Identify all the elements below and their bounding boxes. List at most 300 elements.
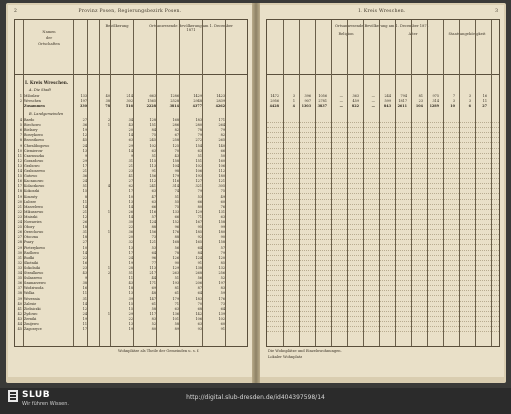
table-row <box>15 317 247 321</box>
row-cell: 286 <box>172 123 179 128</box>
row-cell: 121 <box>218 179 225 184</box>
row-cell: 4262 <box>215 104 225 109</box>
table-row <box>15 230 247 234</box>
viewer-footer-bar <box>0 388 511 414</box>
row-cell: 23 <box>418 99 423 104</box>
row-cell: 99 <box>220 225 225 230</box>
row-number: 9 <box>19 143 22 148</box>
row-cell: 3 <box>468 94 471 98</box>
row-cell: 23 <box>128 169 133 173</box>
row-cell: 112 <box>149 179 156 184</box>
row-cell: 13 <box>128 322 133 326</box>
row-number: 36 <box>17 281 22 286</box>
row-cell: 62 <box>128 184 133 189</box>
row-name: Bielawy <box>24 128 38 133</box>
table-row <box>15 154 247 158</box>
row-cell: 39 <box>128 296 133 301</box>
row-cell: 51 <box>128 271 133 275</box>
row-cell: 185 <box>195 230 202 235</box>
row-cell: 80 <box>151 327 156 332</box>
row-number: 4 <box>19 118 22 122</box>
row-name: Zagorzyce <box>24 327 42 332</box>
row-cell: 22 <box>128 225 133 230</box>
row-name: Skotniki <box>24 260 39 265</box>
row-cell: 2956 <box>270 99 279 104</box>
row-cell: 45 <box>82 138 87 143</box>
row-cell: 21 <box>128 163 133 168</box>
row-cell: 76 <box>220 204 225 209</box>
row-cell: 12 <box>82 133 87 138</box>
table-row <box>15 271 247 275</box>
row-cell: 20 <box>128 235 133 240</box>
table-row <box>15 184 247 188</box>
row-cell: 70 <box>174 148 179 153</box>
row-cell: 57 <box>151 214 156 219</box>
row-cell: 24 <box>128 255 133 260</box>
table-row <box>267 99 499 103</box>
row-name: Lubrze <box>24 199 37 204</box>
row-number: 33 <box>17 265 22 270</box>
table-row <box>15 256 247 260</box>
row-cell: 56 <box>174 245 179 250</box>
row-cell: 11 <box>482 99 487 104</box>
row-cell: 12 <box>82 214 87 219</box>
row-cell: 106 <box>195 316 202 321</box>
row-name: Wolka <box>24 291 35 296</box>
table-row <box>15 322 247 326</box>
row-cell: 171 <box>218 118 225 122</box>
row-cell: 63 <box>151 189 156 194</box>
row-cell: 63 <box>174 306 179 311</box>
row-cell: 1423 <box>216 94 225 98</box>
row-cell: 113 <box>149 265 156 270</box>
row-cell: 3 <box>292 94 295 98</box>
row-cell: 14 <box>128 133 133 138</box>
row-cell: 3 <box>452 99 455 104</box>
table-row <box>15 94 247 98</box>
row-cell: 91 <box>220 327 225 332</box>
row-number: 21 <box>17 204 22 209</box>
row-cell: 26 <box>128 209 133 214</box>
row-cell: 51 <box>174 276 179 281</box>
row-cell: 268 <box>195 271 202 275</box>
row-name: Zmijewo <box>24 322 39 326</box>
row-cell: 64 <box>197 291 202 296</box>
row-number: 6 <box>19 128 22 133</box>
row-number: 34 <box>17 271 22 275</box>
row-cell: 51 <box>151 153 156 158</box>
row-cell: 27 <box>482 104 487 109</box>
row-cell: 263 <box>172 271 179 275</box>
row-cell: 79 <box>197 133 202 138</box>
name-col-header-3: Ortschaften <box>38 42 60 46</box>
row-cell: 3 <box>468 99 471 104</box>
table-row <box>15 302 247 306</box>
row-cell: 73 <box>220 301 225 306</box>
row-cell: 88 <box>174 235 179 240</box>
row-cell: 24 <box>82 179 87 184</box>
row-cell: 193 <box>172 281 179 286</box>
row-cell: 77 <box>151 260 156 265</box>
row-cell: 1472 <box>270 94 279 98</box>
row-cell: 2 <box>107 271 110 275</box>
row-cell: 136 <box>172 311 179 316</box>
row-cell: 58 <box>174 322 179 326</box>
row-number: 14 <box>17 169 22 173</box>
row-number: 38 <box>17 291 22 296</box>
row-cell: 82 <box>220 133 225 138</box>
row-cell: 29 <box>128 311 133 316</box>
row-cell: 158 <box>218 240 225 245</box>
row-number: 16 <box>17 179 22 184</box>
row-cell: 1 <box>107 265 110 270</box>
row-number: 45 <box>17 327 22 332</box>
row-cell: 71 <box>197 214 202 219</box>
row-cell: 168 <box>172 240 179 245</box>
row-cell: 217 <box>149 271 156 275</box>
row-cell: 14 <box>128 204 133 209</box>
row-cell: 75 <box>151 133 156 138</box>
row-cell: 13 <box>82 148 87 153</box>
row-cell: 79 <box>197 189 202 194</box>
section-title: I. Kreis Wreschen. <box>25 80 69 85</box>
table-row <box>15 240 247 244</box>
row-cell: 2228 <box>146 104 156 109</box>
row-cell: 13 <box>128 291 133 296</box>
left-page-number: 2 <box>14 9 17 14</box>
row-cell: 3814 <box>169 104 179 109</box>
row-cell: 128 <box>149 118 156 122</box>
row-cell: 59 <box>220 291 225 296</box>
row-cell: 53 <box>197 194 202 199</box>
row-cell: 1 <box>107 230 110 235</box>
row-cell: 154 <box>195 143 202 148</box>
row-cell: 599 <box>384 99 391 104</box>
row-cell: 158 <box>172 158 179 163</box>
row-cell: 61 <box>151 301 156 306</box>
row-cell: 40 <box>105 94 110 98</box>
row-cell: 330 <box>79 104 87 109</box>
row-cell: 79 <box>220 128 225 133</box>
row-cell: 68 <box>197 306 202 311</box>
right-table-head <box>267 20 499 75</box>
row-cell: — <box>339 94 343 98</box>
row-cell: 29 <box>128 143 133 148</box>
row-name: Kolaczkowo <box>24 184 45 189</box>
row-cell: 152 <box>172 220 179 224</box>
left-table <box>14 19 248 347</box>
table-row <box>15 123 247 127</box>
row-cell: 2528 <box>170 99 179 104</box>
row-cell: 4 <box>292 104 295 109</box>
row-number: 32 <box>17 260 22 265</box>
row-cell: 27 <box>82 118 87 122</box>
row-cell: 1286 <box>170 94 179 98</box>
row-cell: 245 <box>149 138 156 143</box>
row-number: 12 <box>17 158 22 163</box>
row-cell: 31 <box>128 158 133 163</box>
row-cell: 102 <box>195 163 202 168</box>
row-number: 25 <box>17 225 22 230</box>
row-number: 42 <box>17 311 22 316</box>
row-cell: 1303 <box>301 104 311 109</box>
row-cell: 139 <box>218 311 225 316</box>
row-cell: 12 <box>82 306 87 311</box>
row-cell: 51 <box>82 184 87 189</box>
row-cell: 28 <box>128 265 133 270</box>
row-cell: 1 <box>292 99 295 104</box>
table-row <box>15 312 247 316</box>
row-cell: 129 <box>195 209 202 214</box>
row-cell: 17 <box>128 250 133 255</box>
row-cell: 47 <box>151 194 156 199</box>
table-row <box>15 169 247 173</box>
left-running-head: Provinz Posen, Regierungsbezirk Posen. <box>78 9 182 14</box>
table-row <box>15 276 247 280</box>
table-row <box>267 327 499 332</box>
row-number: 35 <box>17 276 22 281</box>
row-cell: 19 <box>128 327 133 332</box>
row-cell: 138 <box>195 265 202 270</box>
row-name: Wodziwoda <box>24 286 44 291</box>
row-cell: 52 <box>151 322 156 326</box>
row-cell: 66 <box>197 199 202 204</box>
row-name: Brzostkowo <box>24 138 45 143</box>
row-cell: 66 <box>220 148 225 153</box>
row-number: 43 <box>17 316 22 321</box>
row-cell: 21 <box>82 169 87 173</box>
table-row <box>15 281 247 285</box>
row-cell: 180 <box>218 230 225 235</box>
row-cell: 66 <box>174 214 179 219</box>
row-cell: 7 <box>452 94 455 98</box>
row-number: 24 <box>17 220 22 224</box>
row-cell: 126 <box>172 255 179 260</box>
row-cell: 96 <box>151 255 156 260</box>
row-cell: 60 <box>220 322 225 326</box>
row-cell: 265 <box>218 138 225 143</box>
row-cell: 794 <box>400 94 407 98</box>
row-cell: 70 <box>197 301 202 306</box>
row-cell: 4 <box>107 184 110 189</box>
row-cell: 58 <box>151 306 156 311</box>
left-table-head <box>15 20 247 75</box>
table-row <box>15 235 247 239</box>
row-cell: 17 <box>128 189 133 194</box>
row-cell: 81 <box>174 286 179 291</box>
row-cell: 167 <box>195 220 202 224</box>
row-cell: 18 <box>128 286 133 291</box>
row-cell: 64 <box>220 306 225 311</box>
row-name: Wrzesnia <box>24 296 40 301</box>
row-cell: 18 <box>82 235 87 240</box>
open-book <box>6 3 506 383</box>
row-cell: 92 <box>197 235 202 240</box>
row-cell: 131 <box>218 209 225 214</box>
row-cell: 75 <box>174 204 179 209</box>
slub-slogan: Wir führen Wissen. <box>22 401 70 407</box>
row-name: Pietrzykowo <box>24 245 46 250</box>
row-cell: 129 <box>172 265 179 270</box>
row-cell: 14 <box>128 214 133 219</box>
row-cell: 11 <box>82 291 87 296</box>
row-cell: 158 <box>218 220 225 224</box>
row-cell: — <box>371 94 375 98</box>
row-cell: 96 <box>174 225 179 230</box>
row-cell: 38 <box>82 281 87 286</box>
right-group-header-1: Ortsanwesende Bevölkerung am 1. December 1871 <box>335 24 429 28</box>
row-cell: 1056 <box>318 94 327 98</box>
row-cell: 18 <box>82 225 87 230</box>
row-cell: 171 <box>149 281 156 286</box>
row-cell: 60 <box>220 199 225 204</box>
row-cell: 30 <box>128 220 133 224</box>
row-cell: 15 <box>128 301 133 306</box>
table-row <box>15 179 247 183</box>
row-cell: 151 <box>149 123 156 128</box>
row-cell: 13 <box>128 245 133 250</box>
row-name: Nowawies <box>24 220 42 224</box>
row-cell: 78 <box>174 250 179 255</box>
table-row <box>15 99 247 103</box>
book-gutter <box>252 3 260 383</box>
row-name: Koszuty <box>24 194 38 199</box>
row-name: Radlowo <box>24 250 39 255</box>
row-cell: 67 <box>174 133 179 138</box>
row-cell: 2839 <box>216 99 225 104</box>
row-cell: 179 <box>172 174 179 179</box>
row-cell: 197 <box>218 281 225 286</box>
row-cell: 50 <box>220 153 225 158</box>
row-cell: 151 <box>195 158 202 163</box>
row-cell: 302 <box>126 99 133 104</box>
row-number: 2 <box>19 99 22 104</box>
row-cell: 4377 <box>192 104 202 109</box>
row-cell: 11 <box>128 276 133 281</box>
slub-logo-text: SLUB <box>22 390 51 400</box>
row-cell: 907 <box>304 99 311 104</box>
row-cell: 16 <box>82 286 87 291</box>
row-cell: 17 <box>82 327 87 332</box>
table-row <box>15 195 247 199</box>
row-number: 8 <box>19 138 22 143</box>
row-cell: 124 <box>195 255 202 260</box>
row-name: Mniszki <box>24 214 38 219</box>
row-cell: 78 <box>197 128 202 133</box>
right-page <box>260 5 504 377</box>
row-cell: 176 <box>218 296 225 301</box>
row-cell: 9 <box>84 276 87 281</box>
row-cell: 104 <box>415 104 423 109</box>
row-number: 23 <box>17 214 22 219</box>
row-number: 5 <box>19 123 22 128</box>
row-name: Gorazdowo <box>24 158 44 163</box>
table-row <box>15 307 247 311</box>
row-cell: 176 <box>172 230 179 235</box>
row-name: Zalesie <box>24 301 37 306</box>
row-cell: 9 <box>130 153 133 158</box>
row-number: 44 <box>17 322 22 326</box>
row-cell: 53 <box>151 245 156 250</box>
table-row <box>15 118 247 122</box>
row-cell: 27 <box>82 240 87 245</box>
row-cell: 214 <box>126 94 133 98</box>
table-row <box>15 144 247 148</box>
row-cell: — <box>339 104 343 109</box>
row-number: 22 <box>17 209 22 214</box>
row-cell: 43 <box>128 123 133 128</box>
row-cell: 183 <box>195 296 202 301</box>
row-cell: 179 <box>172 296 179 301</box>
row-cell: 83 <box>220 286 225 291</box>
right-group-header-3: Alter <box>408 32 418 36</box>
row-cell: 24 <box>82 311 87 316</box>
row-number: 1 <box>19 94 22 98</box>
row-cell: 116 <box>172 179 179 184</box>
row-cell: 14 <box>82 301 87 306</box>
row-cell: 314 <box>172 184 179 189</box>
right-page-number: 3 <box>495 9 498 14</box>
table-row <box>15 149 247 153</box>
table-row <box>15 205 247 209</box>
row-cell: 57 <box>220 245 225 250</box>
row-cell: 15 <box>128 306 133 311</box>
row-name: Otoczna <box>24 235 39 240</box>
row-number: 37 <box>17 286 22 291</box>
row-cell: 160 <box>218 158 225 163</box>
row-cell: 14 <box>82 204 87 209</box>
row-name: Czarnuszka <box>24 153 44 158</box>
row-cell: 31 <box>82 296 87 301</box>
row-cell: 16 <box>482 94 487 98</box>
right-group-header-4: Staatsangehörigkeit <box>448 32 486 36</box>
row-cell: — <box>371 104 375 109</box>
row-cell: 1 <box>107 209 110 214</box>
row-cell: 71 <box>174 301 179 306</box>
table-row <box>15 128 247 132</box>
table-row <box>15 327 247 331</box>
right-running-head: I. Kreis Wreschen. <box>358 9 406 14</box>
row-cell: 91 <box>197 260 202 265</box>
row-cell: 142 <box>195 311 202 316</box>
table-row <box>15 225 247 229</box>
row-cell: 17 <box>82 163 87 168</box>
permalink-url[interactable]: http://digital.slub-dresden.de/id404397598/14 <box>186 394 325 401</box>
row-cell: 4428 <box>269 104 279 109</box>
name-col-header-1: Namen <box>42 30 56 34</box>
right-page-header <box>266 9 498 17</box>
table-row <box>15 164 247 168</box>
row-cell: 183 <box>195 118 202 122</box>
row-cell: 363 <box>352 94 359 98</box>
row-cell: 822 <box>351 104 359 109</box>
row-cell: 88 <box>151 225 156 230</box>
row-number: 30 <box>17 250 22 255</box>
row-cell: 90 <box>220 235 225 240</box>
row-name: Chwalibogowo <box>24 143 50 148</box>
table-row <box>15 261 247 265</box>
table-row <box>15 297 247 301</box>
subsection-a: A. Die Stadt <box>29 88 51 92</box>
row-cell: 314 <box>432 99 439 104</box>
row-number: 17 <box>17 184 22 189</box>
right-footer-2: Lokaler Wohnplatz <box>268 355 303 359</box>
row-cell: 95 <box>197 225 202 230</box>
row-cell: 3837 <box>317 104 327 109</box>
row-name: Bardo <box>24 118 35 122</box>
row-cell: 125 <box>172 143 179 148</box>
row-cell: 61 <box>174 291 179 296</box>
